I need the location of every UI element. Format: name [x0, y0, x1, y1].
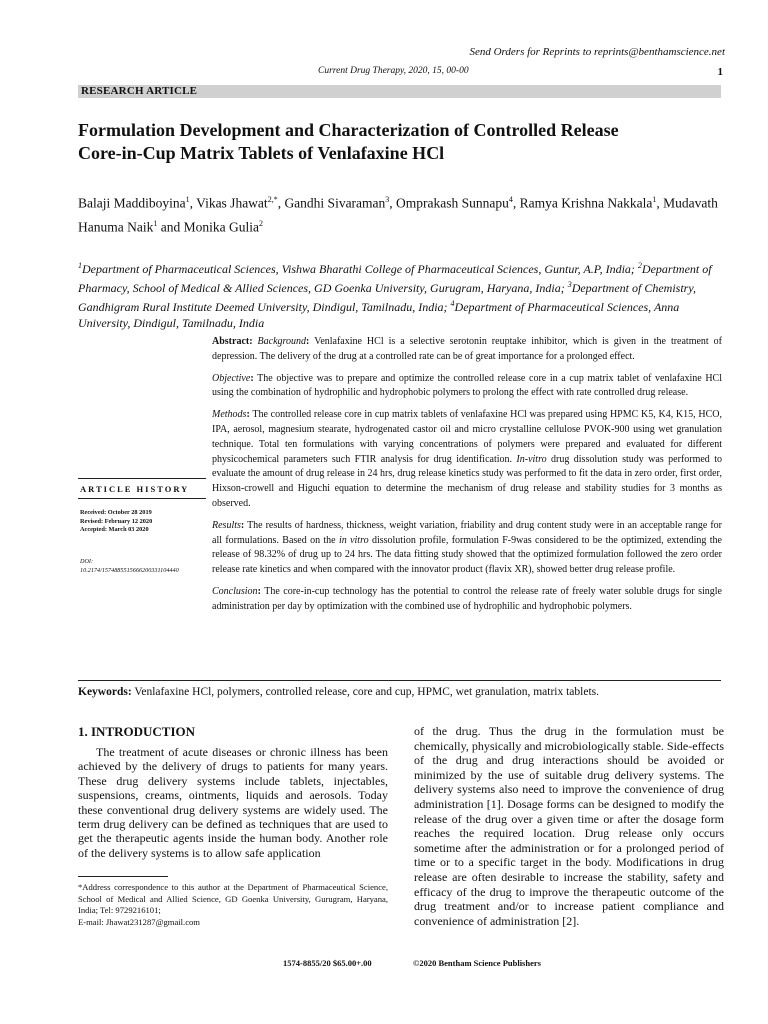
title-line-2: Core-in-Cup Matrix Tablets of Venlafaxine HCl	[78, 143, 445, 163]
keywords-label: Keywords:	[78, 686, 132, 698]
author-list	[78, 190, 718, 237]
footnote-email[interactable]: E-mail: Jhawat231287@gmail.com	[78, 916, 200, 927]
title-line-1: Formulation Development and Characterization of Controlled Release	[78, 120, 619, 140]
conclusion-text: The core-in-cup technology has the potential to control the release rate of freely water soluble drugs for single administration per day by optimization with the combined use of hydrophilic and hydrophobic polymers.	[212, 585, 722, 612]
objective-label: Objective	[212, 372, 251, 384]
author-affil-mark: 3	[385, 195, 390, 204]
doi-block	[80, 558, 179, 575]
affil-mark: 2	[637, 261, 642, 270]
results-text-cont: dissolution profile, formulation F-9was considered to be the optimized, extending the release of 98.32% of drug up to 24 hrs. The data fitting study showed that the optimized formulation followed the zero order release rate kinetics and when compared with the innovator product (flavix XR), showed better drug release profile.	[212, 534, 722, 576]
article-history-title: ARTICLE HISTORY	[80, 484, 190, 494]
author: Omprakash Sunnapu	[396, 195, 509, 211]
author-affil-mark: 1	[185, 195, 190, 204]
abstract-divider	[78, 680, 721, 681]
abstract-methods: Methods: The controlled release core in cup matrix tablets of venlafaxine HCl was prepared using HPMC K5, K4, K15, HCO, IPA, aerosol, magnesium stearate, hydrogenated castor oil and micro crystalline cellulose PVOK-900 using wet granulation technique. Total ten formulations with varying concentrations of polymers were prepared and evaluated for different physicochemical parameters such FTIR analysis for drug identification. In-vitro drug dissolution study was performed to evaluate the amount of drug release in 24 hrs, drug release kinetics study was performed to fit the data in zero order, first order, Hixson-crowell and Higuchi equation to determine the mechanism of drug release and stability studies for 3 months as observed.	[212, 409, 722, 509]
author-separator: ,	[512, 195, 520, 211]
introduction-col1: The treatment of acute diseases or chronic illness has been achieved by the delivery of drugs to patients for many years. These drug delivery systems include tablets, injectables, suspensions, creams, ointments, liquids and aerosols. Today these conventional drug delivery systems are widely used. The term drug delivery can be defined as techniques that are used to get the therapeutic agents inside the human body. Another role of the delivery systems is to allow safe application	[78, 745, 388, 860]
abstract-conclusion: Conclusion: The core-in-cup technology has the potential to control the release rate of freely water soluble drugs for single administration per day by optimization with the combined use of hydrophilic and hydrophobic polymers.	[212, 585, 722, 612]
affiliation: Department of Pharmacy, School of Medical & Allied Sciences, GD Goenka University, Gurugram, Haryana, India;	[78, 262, 712, 295]
author-separator: ,	[656, 195, 664, 211]
objective-text: The objective was to prepare and optimize the controlled release core in a cup matrix tablet of venlafaxine HCl using the combination of hydrophilic and hydrophobic polymers to prolong the effect with rate controlled drug release.	[212, 372, 722, 399]
author-affil-mark: 1	[652, 195, 657, 204]
abstract-objective: Objective: The objective was to prepare and optimize the controlled release core in a cup matrix tablet of venlafaxine HCl using the combination of hydrophilic and hydrophobic polymers to prolong the effect with rate controlled drug release.	[212, 372, 722, 399]
results-text: The results of hardness, thickness, weight variation, friability and drug content study were in an acceptable range for all formulations. Based on the	[212, 519, 723, 546]
background-label: Background	[257, 336, 307, 347]
affiliation: Department of Pharmaceutical Sciences, Anna University, Dindigul, Tamilnadu, India	[78, 300, 680, 330]
abstract-background: Abstract: Background: Venlafaxine HCl is a selective serotonin reuptake inhibitor, which is given in the treatment of depression. The delivery of the drug at a controlled rate can be of great importance for a prolonged effect.	[212, 336, 723, 362]
author-separator: ,	[277, 195, 285, 211]
revised-date: Revised: February 12 2020	[80, 517, 153, 525]
reprints-notice: Send Orders for Reprints to reprints@benthamscience.net	[469, 46, 725, 58]
author: Mudavath Hanuma Naik	[78, 195, 718, 234]
introduction-heading: 1. INTRODUCTION	[78, 724, 196, 739]
accepted-date: Accepted: March 03 2020	[80, 526, 149, 533]
introduction-col2: of the drug. Thus the drug in the formulation must be chemically, physically and microbiologically stable. Side-effects of the drug and drug interactions should be avoided or minimized by the use of suitable drug delivery systems. The delivery systems also need to improve the convenience of drug administration [1]. Dosage forms can be designed to modify the release of the drug over a given time or after the dosage form reaches the required location. Drug release only occurs sometime after the administration or for a prolonged period of time or to a specific target in the body. Modifications in drug release are often desirable to increase the stability, safety and efficacy of the drug to improve the therapeutic outcome of the drug treatment and/or to increase patient compliance and convenience of administration [2].	[414, 724, 724, 928]
author: Gandhi Sivaraman	[284, 195, 386, 211]
correspondence-footnote	[78, 882, 388, 928]
footnote-rule	[78, 876, 168, 877]
author-separator: and	[157, 219, 184, 234]
methods-italic: In-vitro	[516, 453, 547, 465]
author: Balaji Maddiboyina	[78, 195, 186, 211]
author: Monika Gulia	[183, 219, 259, 234]
affil-mark: 1	[78, 261, 82, 270]
author: Ramya Krishna Nakkala	[519, 195, 653, 211]
footer-copyright: ©2020 Bentham Science Publishers	[413, 958, 541, 968]
abstract	[212, 335, 722, 622]
footer-issn: 1574-8855/20 $65.00+.00	[283, 958, 372, 968]
paper-title	[78, 119, 728, 165]
results-italic: in vitro	[338, 534, 369, 546]
methods-text-cont: drug dissolution study was performed to evaluate the amount of drug release in 24 hrs, drug release kinetics study was performed to fit the data in zero order, first order, Hixson-crowell and Higuchi equation to determine the mechanism of drug release and stability studies for 3 months as observed.	[212, 453, 722, 509]
abstract-results: Results: The results of hardness, thickness, weight variation, friability and drug content study were in an acceptable range for all formulations. Based on the in vitro dissolution profile, formulation F-9was considered to be the optimized, extending the release of 98.32% of drug up to 24 hrs. The data fitting study showed that the optimized formulation followed the zero order release rate kinetics and when compared with the innovator product (flavix XR), showed better drug release profile.	[212, 519, 723, 576]
conclusion-label: Conclusion	[212, 585, 258, 597]
author-affil-mark: 2	[258, 218, 263, 228]
abstract-heading: Abstract:	[212, 336, 253, 347]
results-label: Results	[212, 519, 241, 531]
keywords-text: Venlafaxine HCl, polymers, controlled release, core and cup, HPMC, wet granulation, matrix tablets.	[134, 686, 600, 698]
author-separator: ,	[389, 195, 397, 211]
affiliations	[78, 258, 721, 331]
received-date: Received: October 28 2019	[80, 509, 152, 516]
methods-label: Methods	[212, 409, 247, 421]
keywords	[78, 686, 728, 698]
author-affil-mark: 2,*	[267, 195, 278, 204]
affil-mark: 4	[450, 299, 455, 308]
author-affil-mark: 4	[508, 195, 513, 204]
doi-label: DOI:	[80, 558, 94, 565]
affiliation: Department of Pharmaceutical Sciences, Vishwa Bharathi College of Pharmaceutical Sciences, Guntur, A.P, India;	[82, 262, 638, 276]
author: Vikas Jhawat	[196, 195, 268, 211]
methods-text: The controlled release core in cup matrix tablets of venlafaxine HCl was prepared using HPMC K5, K4, K15, HCO, IPA, aerosol, magnesium stearate, hydrogenated castor oil and micro crystalline cellulose PVOK-900 using wet granulation technique. Total ten formulations with varying concentrations of polymers were prepared and evaluated for different physicochemical parameters such FTIR analysis for drug identification.	[212, 409, 722, 465]
author-separator: ,	[189, 195, 197, 211]
article-history-rule-top	[78, 478, 206, 479]
article-history-dates	[80, 509, 152, 535]
author-affil-mark: 1	[153, 218, 158, 228]
affil-mark: 3	[567, 280, 572, 289]
doi-link[interactable]: 10.2174/1574885515666200331104440	[80, 566, 179, 574]
affiliation: Department of Chemistry, Gandhigram Rural Institute Deemed University, Dindigul, Tamilnadu, India;	[78, 281, 697, 314]
footnote-address: *Address correspondence to this author at the Department of Pharmaceutical Science, School of Medical and Allied Science, GD Goenka University, Gurugram, Haryana, India; Tel: 9729216101;	[78, 882, 388, 916]
background-text: Venlafaxine HCl is a selective serotonin reuptake inhibitor, which is given in the treatment of depression. The delivery of the drug at a controlled rate can be of great importance for a prolonged effect.	[212, 336, 723, 362]
article-type: RESEARCH ARTICLE	[81, 85, 198, 97]
article-history-rule-bottom	[78, 498, 206, 499]
page-number: 1	[717, 66, 723, 78]
journal-citation: Current Drug Therapy, 2020, 15, 00-00	[318, 66, 469, 76]
